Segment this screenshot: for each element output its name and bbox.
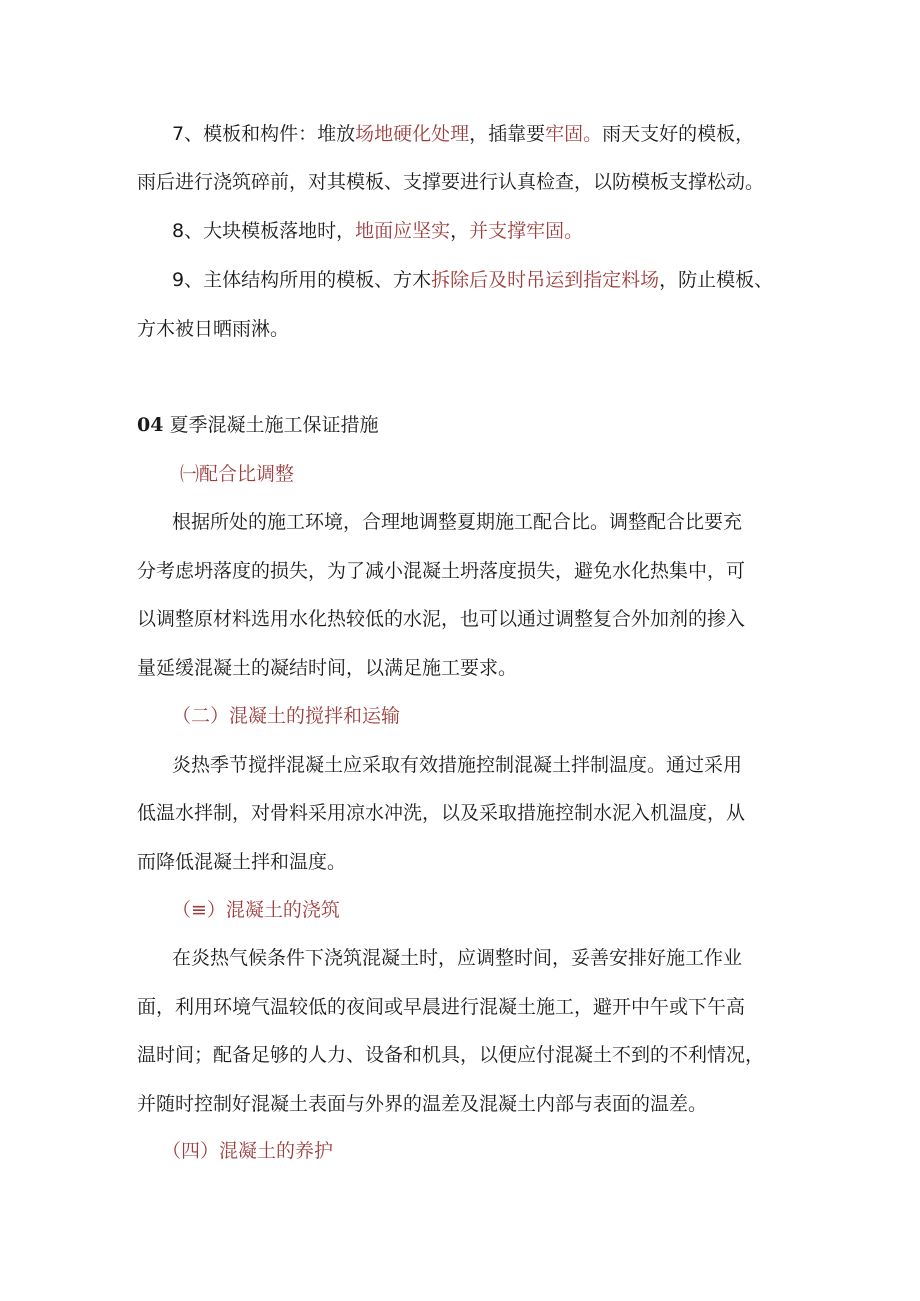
para-sub1-line-4: 量延缓混凝土的凝结时间，以满足施工要求。 [137, 657, 518, 679]
subheading-4: （四）混凝土的养护 [162, 1140, 334, 1162]
para-sub2-line-3: 而降低混凝土拌和温度。 [137, 851, 347, 873]
para-sub2-line-1: 炎热季节搅拌混凝土应采取有效措施控制混凝土拌制温度。通过采用 [172, 754, 743, 776]
section-title: 夏季混凝土施工保证措施 [169, 414, 379, 436]
para-7-line-2: 雨后进行浇筑碎前，对其模板、支撑要进行认真检查，以防模板支撑松动。 [137, 171, 765, 193]
para-sub3-line-4: 并随时控制好混凝土表面与外界的温差及混凝土内部与表面的温差。 [137, 1093, 708, 1115]
subheading-3: （≡）混凝土的浇筑 [172, 899, 340, 921]
para-sub2-line-2: 低温水拌制，对骨料采用凉水冲洗，以及采取措施控制水泥入机温度，从 [137, 802, 746, 824]
highlight-run: 牢固。 [545, 123, 603, 145]
para-sub1-line-3: 以调整原材料选用水化热较低的水泥，也可以通过调整复合外加剂的掺入 [137, 608, 746, 630]
highlight-run: 场地硬化处理 [355, 123, 470, 145]
text-run: 9、主体结构所用的模板、方木 [172, 269, 432, 291]
highlight-run: 拆除后及时吊运到指定料场 [431, 269, 660, 291]
section-heading-04 [137, 411, 379, 439]
text-run: 7、模板和构件：堆放 [172, 123, 356, 145]
subheading-1: ㈠配合比调整 [180, 463, 295, 485]
subheading-2: （二）混凝土的搅拌和运输 [172, 705, 401, 727]
text-run: ， [450, 220, 470, 242]
text-run: ，插靠要 [469, 123, 546, 145]
text-run: 8、大块模板落地时， [172, 220, 356, 242]
para-8-line-1 [172, 217, 583, 245]
highlight-run: 地面应坚实 [355, 220, 451, 242]
para-9-line-1 [172, 266, 773, 294]
para-9-line-2: 方木被日晒雨淋。 [137, 318, 290, 340]
para-sub3-line-2: 面，利用环境气温较低的夜间或早晨进行混凝土施工，避开中午或下午高 [137, 996, 746, 1018]
para-sub1-line-1: 根据所处的施工环境，合理地调整夏期施工配合比。调整配合比要充 [172, 511, 743, 533]
section-number: 04 [137, 414, 164, 436]
text-run: ，防止模板、 [659, 269, 774, 291]
highlight-run: 并支撑牢固。 [469, 220, 584, 242]
para-sub1-line-2: 分考虑坍落度的损失，为了减小混凝土坍落度损失，避免水化热集中，可 [137, 560, 746, 582]
text-run: 雨天支好的模板， [602, 123, 755, 145]
para-sub3-line-3: 温时间；配备足够的人力、设备和机具，以便应付混凝土不到的不利情况， [137, 1044, 765, 1066]
para-7-line-1 [172, 120, 754, 148]
para-sub3-line-1: 在炎热气候条件下浇筑混凝土时，应调整时间，妥善安排好施工作业 [172, 947, 743, 969]
